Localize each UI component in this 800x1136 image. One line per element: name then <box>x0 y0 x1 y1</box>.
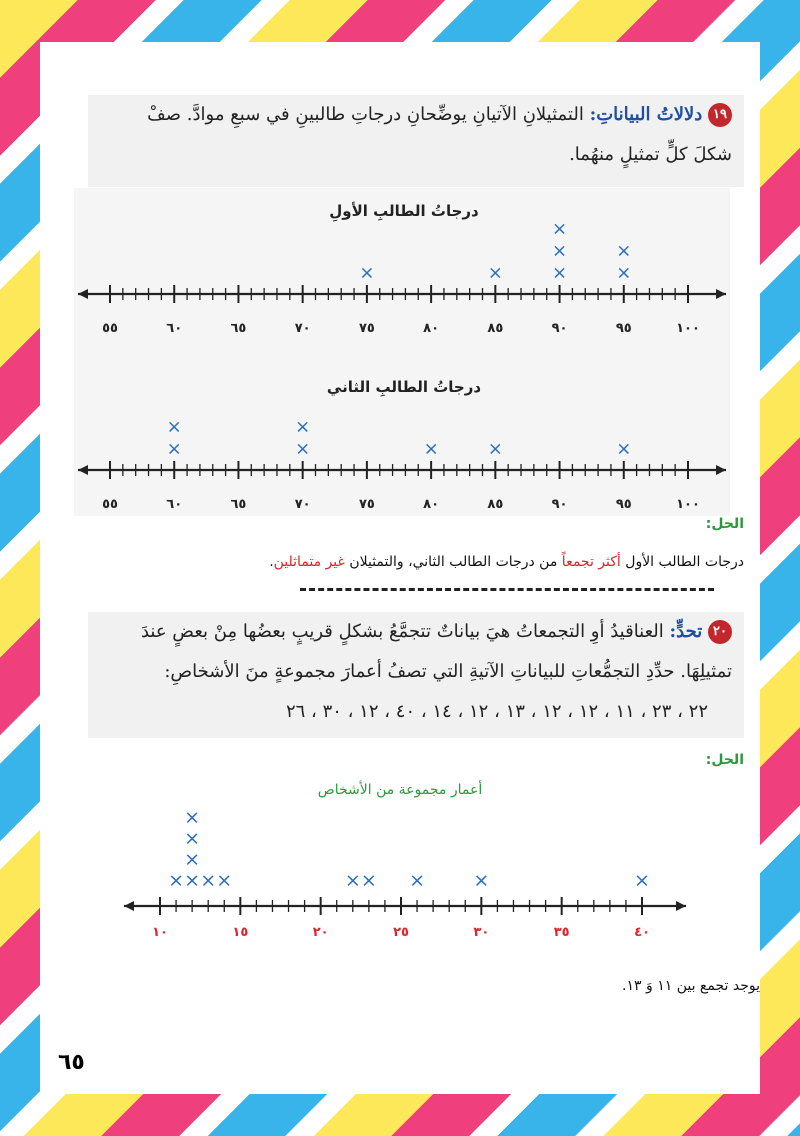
plot-title: أعمار مجموعة من الأشخاص <box>317 782 483 798</box>
question-19-block <box>88 95 744 187</box>
question-20-title: تحدٍّ: <box>669 621 703 642</box>
data-marker: × <box>216 869 233 892</box>
answer-19-red2: غير متماثلين <box>273 554 345 570</box>
tick-label: ٦٥ <box>230 321 247 336</box>
data-marker: × <box>166 416 182 438</box>
tick-label: ٥٥ <box>102 321 118 336</box>
tick-label: ٩٥ <box>615 321 632 336</box>
arrow-right-icon <box>676 901 686 911</box>
tick-label: ٧٠ <box>294 321 311 336</box>
tick-label: ٨٥ <box>487 497 504 512</box>
line-plot-ages <box>110 776 700 952</box>
question-19-line2: شكلَ كلٍّ تمثيلٍ منهُما. <box>569 144 732 165</box>
arrow-left-icon <box>78 465 88 475</box>
data-marker: × <box>166 438 182 460</box>
data-marker: × <box>359 262 375 284</box>
plot-title: درجاتُ الطالبِ الأولِ <box>329 202 479 220</box>
line-plot-student-1 <box>74 188 730 348</box>
tick-label: ٣٠ <box>473 925 490 940</box>
tick-label: ٩٠ <box>551 321 568 336</box>
data-marker: × <box>295 438 311 460</box>
tick-label: ٦٠ <box>166 321 183 336</box>
tick-label: ٦٠ <box>166 497 183 512</box>
data-marker: × <box>487 438 503 460</box>
question-19-line1: التمثيلانِ الآتيانِ يوضِّحانِ درجاتِ طالبينِ في سبعِ موادَّ. صفْ <box>147 104 584 125</box>
question-20-line2: تمثيلِهَا. حدِّدِ التجمُّعاتِ للبياناتِ الآتيةِ التي تصفُ أعمارَ مجموعةٍ منَ الأشخاصِ: <box>164 661 732 682</box>
question-20-number: ٢٠ <box>708 620 732 644</box>
data-marker: × <box>184 869 201 892</box>
answer-19-part1: درجات الطالب الأول <box>625 554 744 570</box>
tick-label: ٦٥ <box>230 497 247 512</box>
data-marker: × <box>409 869 426 892</box>
data-marker: × <box>184 806 201 829</box>
tick-label: ٨٠ <box>423 321 440 336</box>
question-19-number: ١٩ <box>708 103 732 127</box>
arrow-left-icon <box>78 289 88 299</box>
answer-19-red1: أكثر تجمعاً <box>561 554 621 570</box>
data-marker: × <box>200 869 217 892</box>
question-20-line1: العناقيدُ أوِ التجمعاتُ هيَ بياناتٌ تتجمَّعُ بشكلٍ قريبٍ بعضُها مِنْ بعضٍ عندَ <box>140 621 664 642</box>
tick-label: ٩٥ <box>615 497 632 512</box>
line-plot-student-2 <box>74 362 730 522</box>
data-marker: × <box>473 869 490 892</box>
question-20-block <box>88 612 744 738</box>
arrow-left-icon <box>124 901 134 911</box>
dashed-divider <box>300 588 714 591</box>
solution-label-20: الحل: <box>705 752 744 768</box>
data-marker: × <box>634 869 650 892</box>
tick-label: ٧٥ <box>358 497 375 512</box>
tick-label: ٧٥ <box>358 321 375 336</box>
data-marker: × <box>360 869 377 892</box>
tick-label: ٤٠ <box>634 925 650 940</box>
tick-label: ١٠٠ <box>676 321 700 336</box>
tick-label: ٩٠ <box>551 497 568 512</box>
tick-label: ٢٥ <box>393 925 409 940</box>
question-20-data: ٢٢ ، ٢٣ ، ١١ ، ١٢ ، ١٢ ، ١٣ ، ١٢ ، ١٤ ، ٤٠ ، ١٢ ، ٣٠ ، ٢٦ <box>285 701 708 722</box>
data-marker: × <box>184 827 201 850</box>
solution-label-19: الحل: <box>705 516 744 532</box>
page-number: ٦٥ <box>58 1050 85 1075</box>
answer-19-end: . <box>269 554 274 570</box>
arrow-right-icon <box>716 289 726 299</box>
tick-label: ٨٥ <box>487 321 504 336</box>
data-marker: × <box>168 869 185 892</box>
data-marker: × <box>552 218 568 240</box>
answer-19 <box>44 554 744 570</box>
plot-title: درجاتُ الطالبِ الثاني <box>326 378 482 396</box>
tick-label: ١٠ <box>152 925 168 940</box>
data-marker: × <box>616 240 632 262</box>
answer-20: يوجد تجمع بين ١١ وَ ١٣. <box>622 978 760 994</box>
tick-label: ١٠٠ <box>676 497 700 512</box>
data-marker: × <box>423 438 439 460</box>
data-marker: × <box>295 416 311 438</box>
data-marker: × <box>616 262 632 284</box>
tick-label: ٨٠ <box>423 497 440 512</box>
tick-label: ٣٥ <box>553 925 570 940</box>
tick-label: ٧٠ <box>294 497 311 512</box>
data-marker: × <box>344 869 361 892</box>
data-marker: × <box>552 240 568 262</box>
tick-label: ٢٠ <box>312 925 329 940</box>
tick-label: ٥٥ <box>102 497 118 512</box>
tick-label: ١٥ <box>232 925 249 940</box>
data-marker: × <box>552 262 568 284</box>
arrow-right-icon <box>716 465 726 475</box>
data-marker: × <box>184 848 201 871</box>
data-marker: × <box>487 262 503 284</box>
question-19-title: دلالاتُ البياناتِ: <box>589 104 703 125</box>
data-marker: × <box>616 438 632 460</box>
answer-19-part2: من درجات الطالب الثاني، والتمثيلان <box>349 554 558 570</box>
